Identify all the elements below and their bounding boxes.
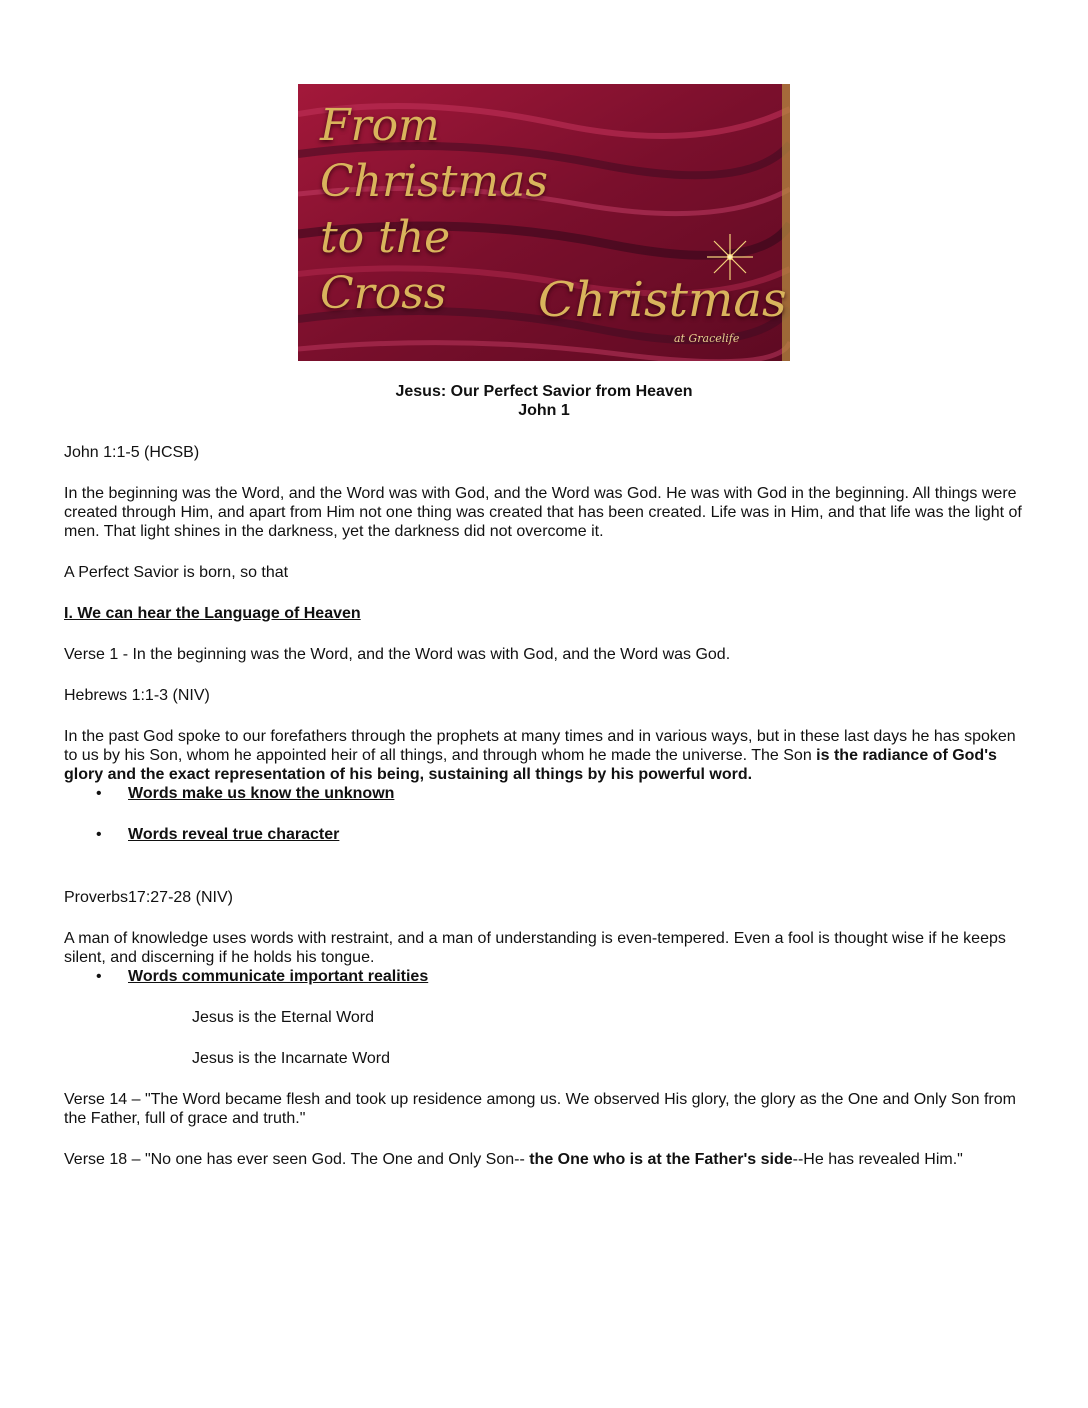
list-item — [64, 967, 1024, 986]
sermon-banner-image — [298, 84, 790, 361]
banner-title-line: to the — [320, 212, 451, 263]
list-item — [64, 825, 1024, 844]
point-list — [64, 967, 1024, 986]
page-subtitle: John 1 — [518, 402, 570, 419]
point-label: Words make us know the unknown — [128, 785, 395, 802]
sub-point: Jesus is the Eternal Word — [192, 1009, 375, 1026]
bullet-icon: • — [96, 968, 102, 985]
banner-title-line: Cross — [320, 268, 447, 319]
list-item — [64, 784, 1024, 803]
banner-brand-sub: at Gracelife — [674, 332, 740, 345]
point-label: Words reveal true character — [128, 826, 340, 843]
point-label: Words communicate important realities — [128, 968, 429, 985]
verse-text: Verse 1 - In the beginning was the Word, and the Word was with God, and the Word was God. — [64, 646, 731, 663]
scripture-text-part: In the past God spoke to our forefathers through the prophets at many times and in various ways, but in these last days he has spoken to us by his Son, whom he appointed heir of all things, and through whom he made the universe. The Son — [64, 728, 1016, 764]
sub-point: Jesus is the Incarnate Word — [192, 1050, 391, 1067]
scripture-reference: Hebrews 1:1-3 (NIV) — [64, 687, 210, 704]
bullet-icon: • — [96, 785, 102, 802]
scripture-text: In the beginning was the Word, and the Word was with God, and the Word was God. He was with God in the beginning. All things were created through Him, and apart from Him not one thing was created that has been created. Life was in Him, and that life was the light of men. That light shines in the darkness, yet the darkness did not overcome it. — [64, 485, 1022, 540]
verse-text-part: the One who is at the Father's side — [529, 1151, 793, 1168]
banner-brand: Christmas — [538, 272, 787, 328]
scripture-text-part: is the radiance of God's glory and the exact representation of his being, sustaining all things by his powerful word. — [64, 747, 997, 783]
bullet-icon: • — [96, 826, 102, 843]
point-list — [64, 784, 1024, 844]
intro-text: A Perfect Savior is born, so that — [64, 564, 289, 581]
verse-text: Verse 14 – "The Word became flesh and took up residence among us. We observed His glory, the glory as the One and Only Son from the Father, full of grace and truth." — [64, 1091, 1016, 1127]
sermon-notes — [64, 382, 1024, 1169]
banner-title-line: From — [320, 100, 440, 151]
banner-title — [320, 98, 560, 322]
verse-text-part: --He has revealed Him." — [792, 1151, 963, 1168]
scripture-reference: Proverbs17:27-28 (NIV) — [64, 889, 233, 906]
page-title: Jesus: Our Perfect Savior from Heaven — [395, 383, 693, 400]
scripture-text — [64, 727, 1024, 784]
scripture-text: A man of knowledge uses words with restraint, and a man of understanding is even-tempered. Even a fool is thought wise if he keeps silent, and discerning if he holds his tongue. — [64, 930, 1006, 966]
section-heading: I. We can hear the Language of Heaven — [64, 605, 361, 622]
banner-title-line: Christmas — [320, 156, 548, 207]
verse-text-part: Verse 18 – "No one has ever seen God. The One and Only Son-- — [64, 1151, 530, 1168]
verse-text — [64, 1150, 1024, 1169]
scripture-reference: John 1:1-5 (HCSB) — [64, 444, 200, 461]
